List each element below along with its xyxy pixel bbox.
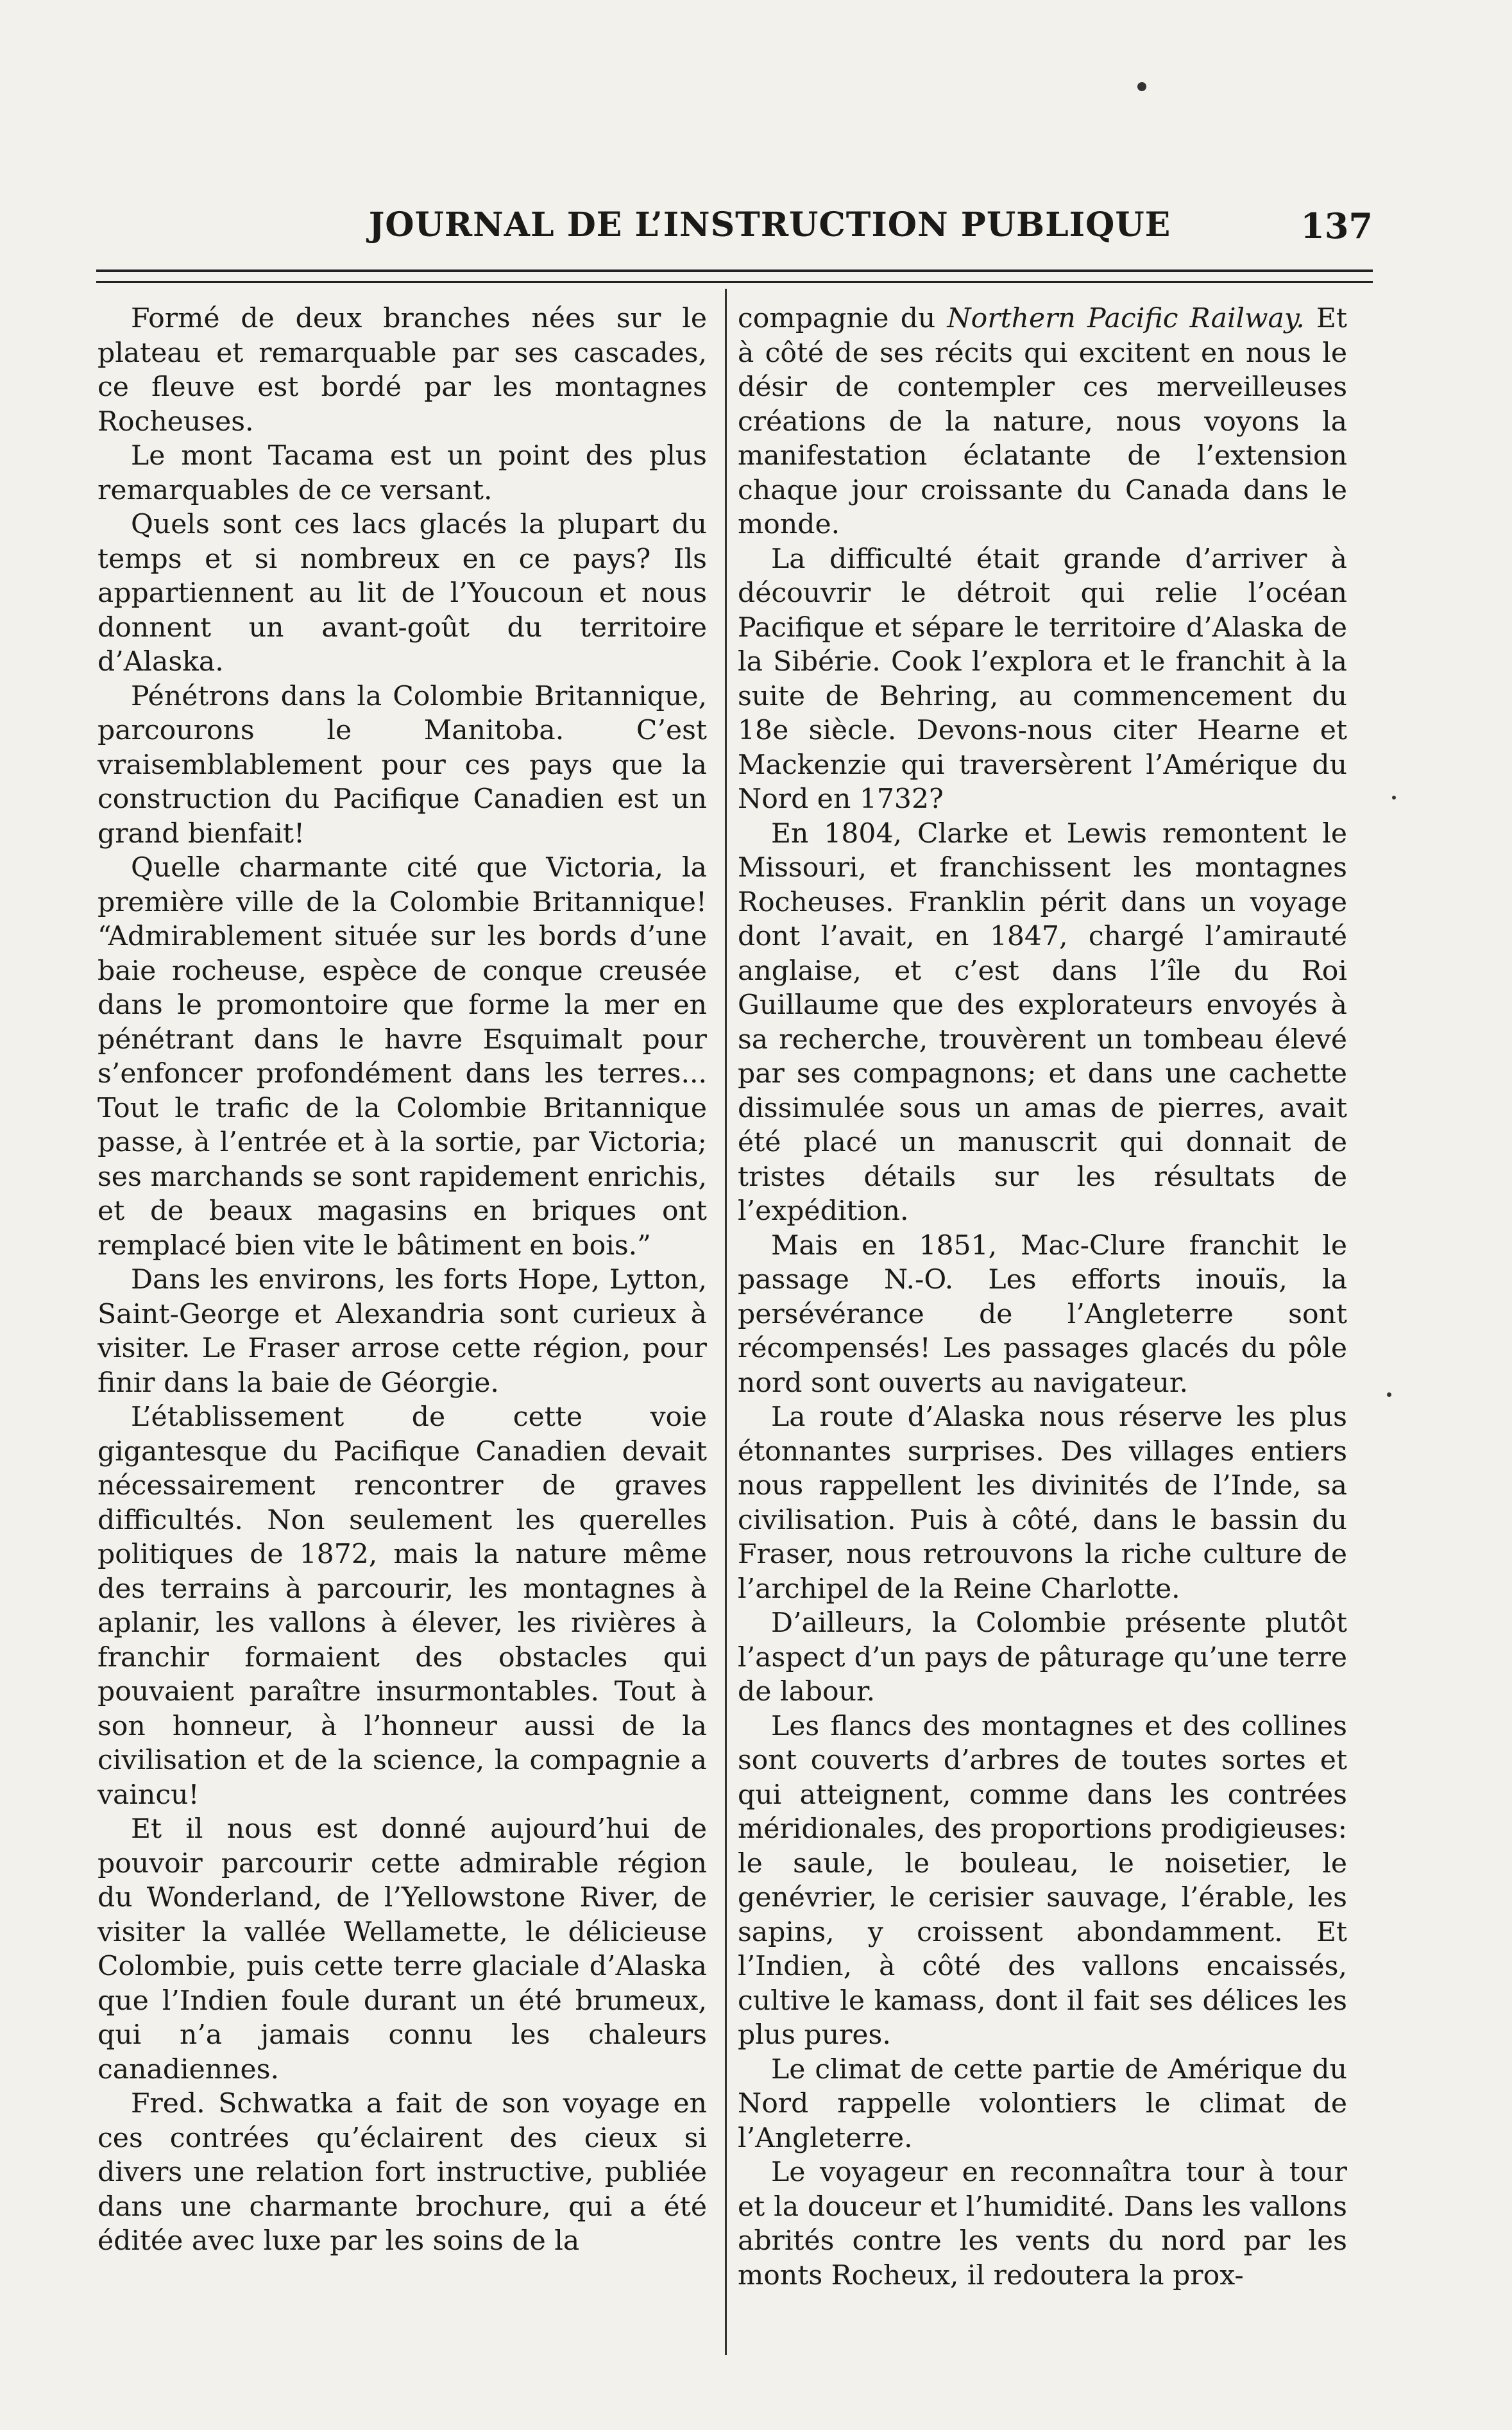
ink-speck: [1137, 82, 1146, 91]
header-rule: [96, 270, 1373, 272]
paragraph: D’ailleurs, la Colombie présente plutôt l’aspect d’un pays de pâturage qu’une terre de labour.: [738, 1607, 1347, 1707]
paragraph: Quels sont ces lacs glacés la plupart du temps et si nombreux en ce pays? Ils appartiennent au lit de l’Youcoun et nous donnent un avant-goût du territoire d’Alaska.: [98, 509, 707, 678]
page-number: 137: [1300, 205, 1373, 246]
paragraph-continued: [738, 302, 1347, 542]
paragraph: Les flancs des montagnes et des collines sont couverts d’arbres de toutes sortes et qui atteignent, comme dans les contrées méridionales, des proportions prodigieuses: le saule, le bouleau, le noisetier, le genévrier, le cerisier sauvage, l’érable, les sapins, y croissent abondamment. Et l’Indien, à côté des vallons encaissés, cultive le kamass, dont il fait ses délices les plus pures.: [738, 1710, 1347, 2051]
paragraph: Mais en 1851, Mac-Clure franchit le passage N.-O. Les efforts inouïs, la persévérance de l’Angleterre sont récompensés! Les passages glacés du pôle nord sont ouverts au navigateur.: [738, 1229, 1347, 1399]
right-column: [738, 302, 1347, 2293]
paragraph: Pénétrons dans la Colombie Britannique, parcourons le Manitoba. C’est vraisemblablement pour ces pays que la construction du Pacifique Canadien est un grand bienfait!: [98, 680, 707, 850]
journal-title: JOURNAL DE L’INSTRUCTION PUBLIQUE: [368, 205, 1171, 244]
paragraph: La difficulté était grande d’arriver à découvrir le détroit qui relie l’océan Pacifique et sépare le territoire d’Alaska de la Sibérie. Cook l’explora et le franchit à la suite de Behring, au commencement du 18e siècle. Devons-nous citer Hearne et Mackenzie qui traversèrent l’Amérique du Nord en 1732?: [738, 543, 1347, 815]
page-header: [96, 205, 1373, 257]
paragraph: La route d’Alaska nous réserve les plus étonnantes surprises. Des villages entiers nous rappellent les divinités de l’Inde, sa civilisation. Puis à côté, dans le bassin du Fraser, nous retrouvons la riche culture de l’archipel de la Reine Charlotte.: [738, 1401, 1347, 1605]
paragraph: Dans les environs, les forts Hope, Lytton, Saint-George et Alexandria sont curieux à visiter. Le Fraser arrose cette région, pour finir dans la baie de Géorgie.: [98, 1264, 707, 1399]
paragraph: Le climat de cette partie de Amérique du Nord rappelle volontiers le climat de l’Angleterre.: [738, 2053, 1347, 2154]
paragraph: En 1804, Clarke et Lewis remontent le Missouri, et franchissent les montagnes Rocheuses. Franklin périt dans un voyage dont l’avait, en 1847, chargé l’amirauté anglaise, et c’est dans l’île du Roi Guillaume que des explorateurs envoyés à sa recherche, trouvèrent un tombeau élevé par ses compagnons; et dans une cachette dissimulée sous un amas de pierres, avait été placé un manuscrit qui donnait de tristes détails sur les résultats de l’expédition.: [738, 817, 1347, 1227]
header-rule-double: [96, 281, 1373, 283]
text-run: Et à côté de ses récits qui excitent en nous le désir de contempler ces merveilleuses créations de la nature, nous voyons la manifestation éclatante de l’extension chaque jour croissante du Canada dans le monde.: [738, 303, 1347, 540]
ink-speck: [1387, 1392, 1391, 1397]
railway-name: Northern Pacific Railway.: [947, 303, 1305, 334]
text-run: compagnie du: [738, 303, 947, 334]
paragraph: Formé de deux branches nées sur le plateau et remarquable par ses cascades, ce fleuve est bordé par les montagnes Rocheuses.: [98, 303, 707, 438]
left-column: [98, 302, 707, 2259]
paragraph: Et il nous est donné aujourd’hui de pouvoir parcourir cette admirable région du Wonderland, de l’Yellowstone River, de visiter la vallée Wellamette, le délicieuse Colombie, puis cette terre glaciale d’Alaska que l’Indien foule durant un été brumeux, qui n’a jamais connu les chaleurs canadiennes.: [98, 1813, 707, 2085]
paragraph: Le mont Tacama est un point des plus remarquables de ce versant.: [98, 440, 707, 506]
paragraph: Le voyageur en reconnaîtra tour à tour et la douceur et l’humidité. Dans les vallons abrités contre les vents du nord par les monts Rocheux, il redoutera la prox-: [738, 2157, 1347, 2291]
paragraph: L’établissement de cette voie gigantesque du Pacifique Canadien devait nécessairement rencontrer de graves difficultés. Non seulement les querelles politiques de 1872, mais la nature même des terrains à parcourir, les montagnes à aplanir, les vallons à élever, les rivières à franchir formaient des obstacles qui pouvaient paraître insurmontables. Tout à son honneur, à l’honneur aussi de la civilisation et de la science, la compagnie a vaincu!: [98, 1401, 707, 1811]
column-divider: [725, 289, 727, 2355]
ink-speck: [1392, 796, 1396, 800]
paragraph: Quelle charmante cité que Victoria, la première ville de la Colombie Britannique! “Admirablement située sur les bords d’une baie rocheuse, espèce de conque creusée dans le promontoire que forme la mer en pénétrant dans le havre Esquimalt pour s’enfoncer profondément dans les terres... Tout le trafic de la Colombie Britannique passe, à l’entrée et à la sortie, par Victoria; ses marchands se sont rapidement enrichis, et de beaux magasins en briques ont remplacé bien vite le bâtiment en bois.”: [98, 852, 707, 1262]
paragraph: Fred. Schwatka a fait de son voyage en ces contrées qu’éclairent des cieux si divers une relation fort instructive, publiée dans une charmante brochure, qui a été éditée avec luxe par les soins de la: [98, 2088, 707, 2257]
